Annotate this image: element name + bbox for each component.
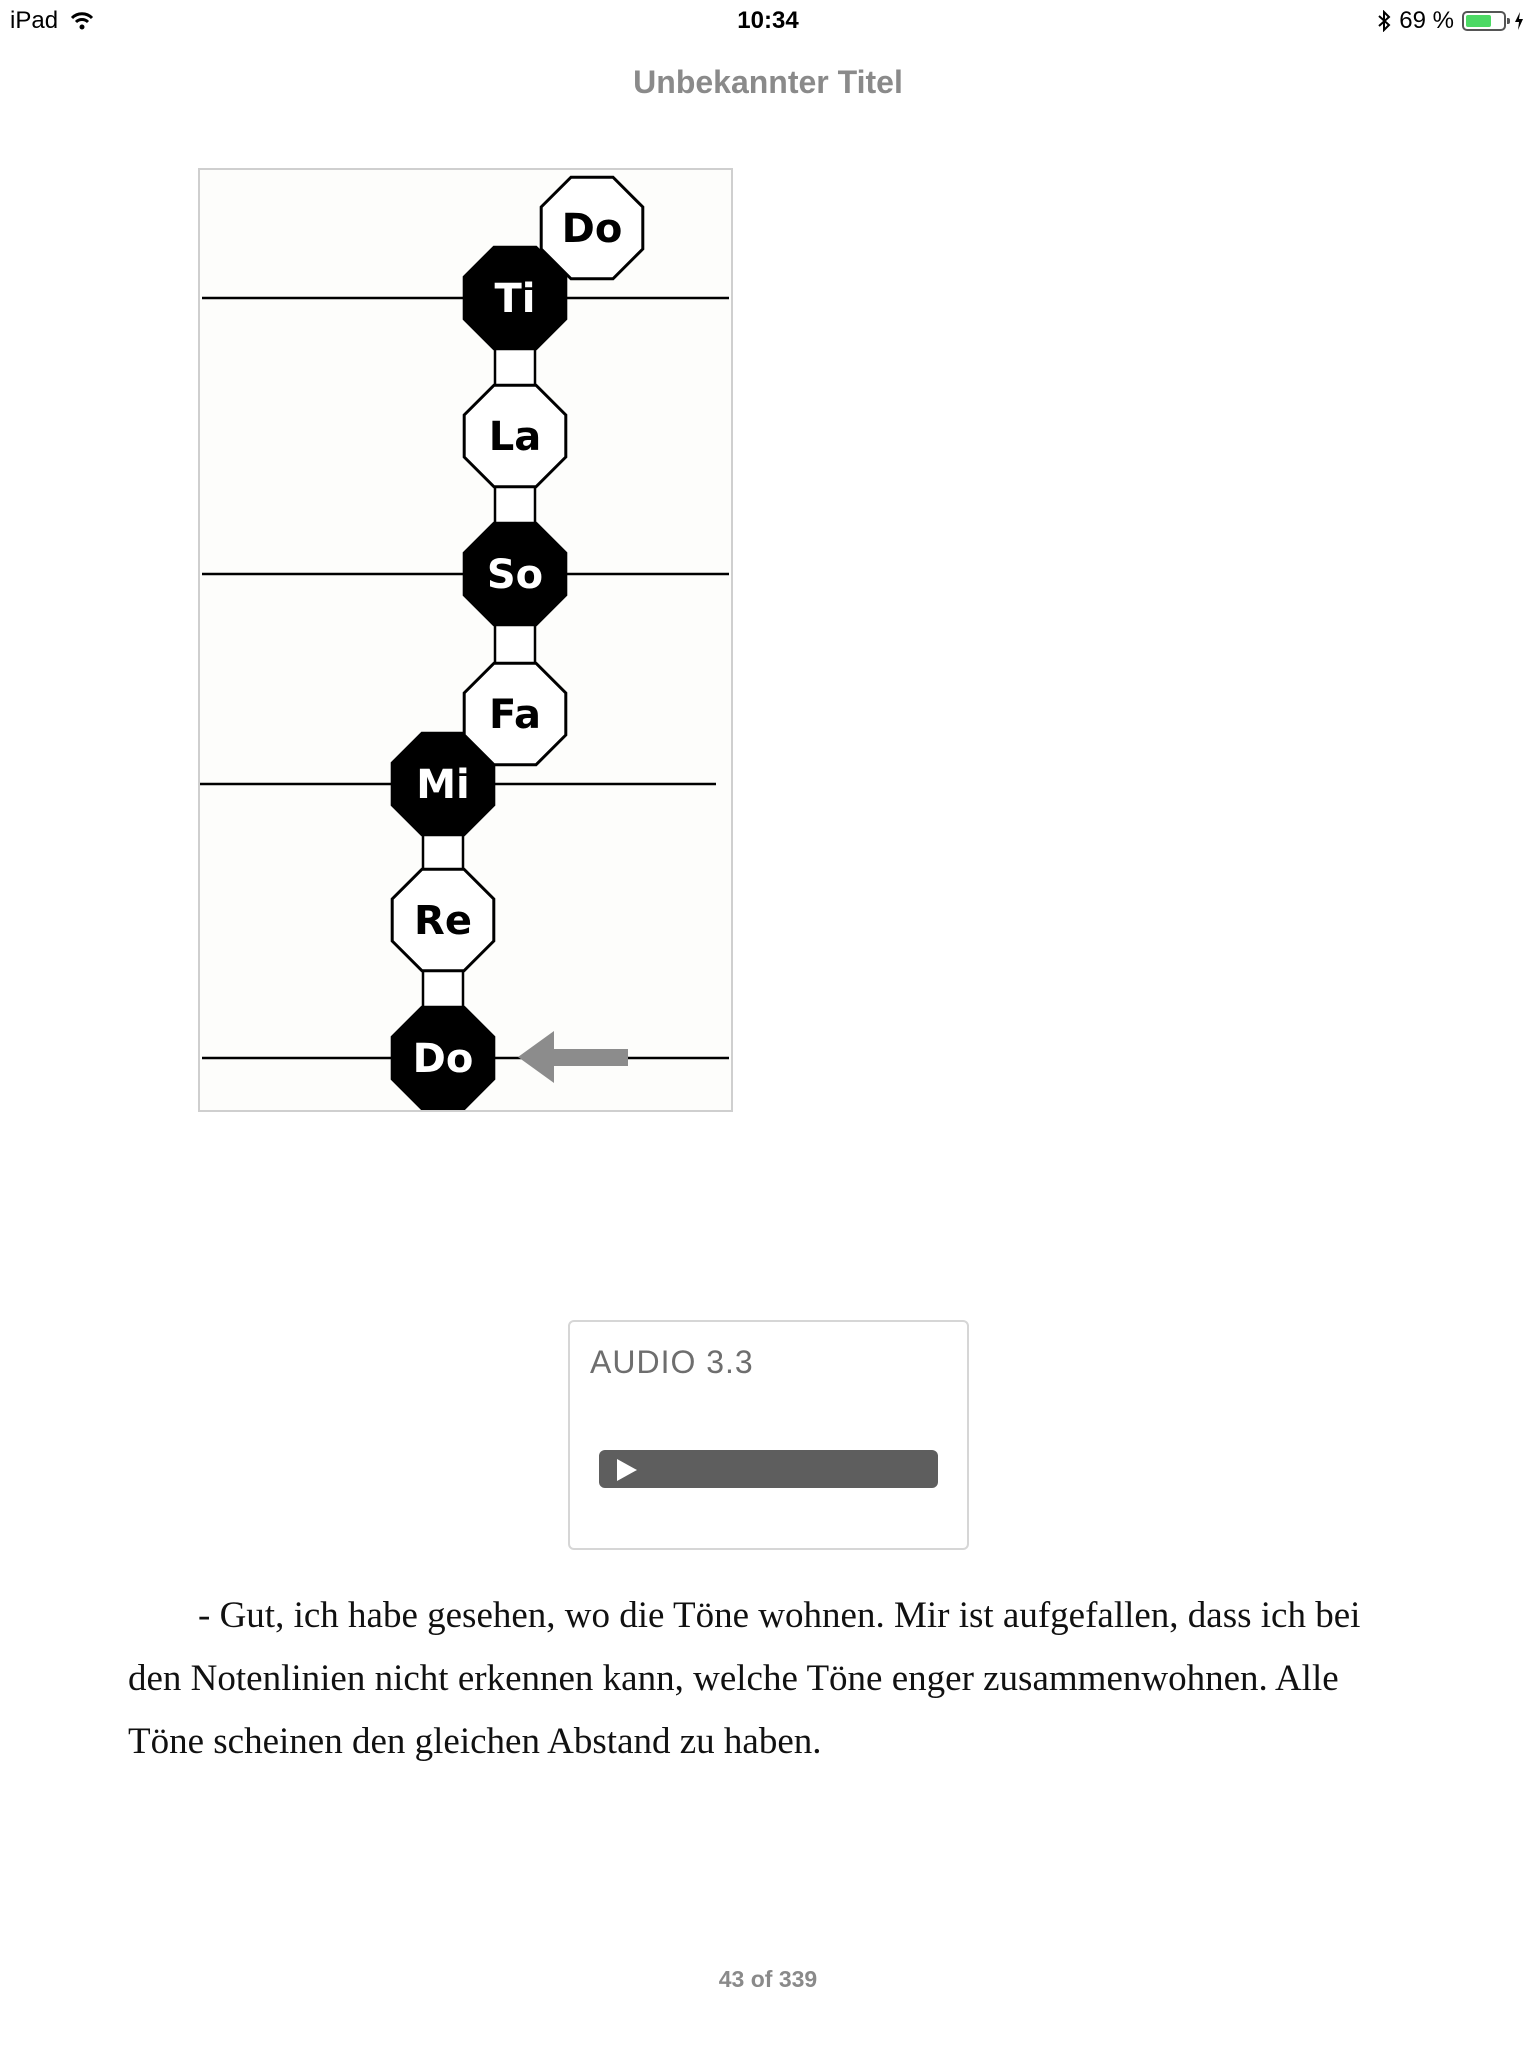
arrow-shaft: [545, 1049, 628, 1066]
paragraph: [128, 1584, 1388, 1773]
device-name: iPad: [10, 7, 59, 34]
audio-label: AUDIO 3.3: [590, 1344, 754, 1380]
battery-icon: [1462, 11, 1506, 31]
battery-percent: 69 %: [1399, 7, 1454, 34]
note-label: Do: [412, 1036, 474, 1082]
battery-level: [1466, 15, 1491, 27]
paragraph-text: - Gut, ich habe gesehen, wo die Töne wohnen. Mir ist aufgefallen, dass ich bei den Notenlinien nicht erkennen kann, welche Töne enger zusammenwohnen. Alle Töne scheinen den gleichen Abstand zu haben.: [128, 1595, 1361, 1762]
arrow-head-icon: [518, 1031, 554, 1083]
status-right: [1377, 7, 1524, 35]
book-title[interactable]: Unbekannter Titel: [633, 64, 903, 100]
note-label: Ti: [494, 276, 536, 322]
charging-icon: [1514, 11, 1524, 31]
note-label: Re: [414, 898, 472, 944]
bluetooth-icon: [1377, 10, 1391, 32]
battery-cap: [1507, 18, 1510, 24]
audio-widget: [568, 1320, 969, 1550]
note-label: Do: [561, 206, 623, 252]
note-label: Fa: [489, 692, 541, 738]
note-label: La: [488, 414, 542, 460]
note-label: Mi: [416, 762, 470, 808]
audio-player[interactable]: [599, 1450, 938, 1488]
solfege-figure: [198, 168, 733, 1112]
play-icon[interactable]: [617, 1459, 637, 1481]
solfege-staircase: [200, 170, 731, 1110]
status-bar: [0, 0, 1536, 40]
page-indicator: 43 of 339: [718, 1966, 818, 1992]
body-text: [128, 1584, 1388, 1773]
clock: 10:34: [737, 7, 799, 34]
note-label: So: [486, 552, 544, 598]
